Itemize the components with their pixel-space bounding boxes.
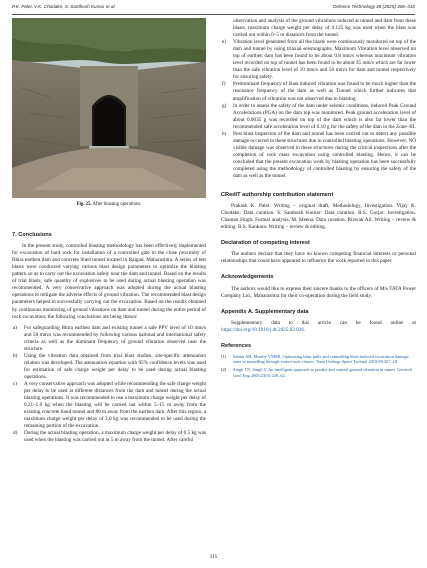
conclusion-item	[221, 131, 416, 180]
appendix-paragraph	[221, 320, 416, 334]
figure-label: Fig. 25.	[76, 202, 92, 207]
item-text: observation and analysis of the ground vibrations induced at tunnel and dam from these blasts, maximum charge weight per delay of 0.125 kg was used when the blast was carried out within 0–5 m distances from the tunnel.	[233, 18, 416, 39]
reference-number: [2]	[221, 366, 227, 372]
item-text: For safeguarding Bhira earthen dam and existing tunnel a safe PPV level of 10 mm/s and 50 mm/s was recommended by following various national and international safety criteria as well as the dominant frequency of ground vibration observed near the structure.	[24, 324, 206, 352]
conclusion-item	[221, 103, 416, 131]
figure-photo	[12, 18, 206, 198]
item-label: e)	[222, 39, 227, 46]
left-column	[12, 18, 206, 444]
section-heading-references: References	[221, 342, 252, 349]
item-text: Using the vibration data obtained from trial blast studies, site-specific attenuation relation was developed. The attenuation equation with 95% confidence levels was used for estimation of safe charge weight per delay to be used during actual blasting operations.	[24, 352, 206, 380]
credit-paragraph: Prakash K. Palei: Writing – original draft, Methodology, Investigation. Vijay K. Chodake: Data curation. S. Santhosh Kumar: Data curation. R.S. Gorjar: Investigation. Chaman Singh: Formal analysis. M. Meena: Data curation. Rizwan Ali: Writing – review & editing. R.S. Kankara: Writing – review & editing.	[221, 203, 416, 231]
competing-paragraph: The authors declare that they have no known competing financial interests or personal relationships that could have appeared to influence the work reported in this paper.	[221, 251, 416, 265]
conclusion-item	[12, 430, 206, 444]
running-header-authors: P.K. Palei, V.K. Chodake, S. Santhosh Kumar et al.	[12, 4, 116, 9]
item-text: During the actual blasting operation, a maximum charge weight per delay of 0.5 kg was used when the blasting was carried out at 5 m away from the tunnel. After careful	[24, 430, 206, 444]
right-column	[221, 18, 416, 380]
reference-number: [1]	[221, 353, 227, 359]
figure-caption-text: After blasting operations.	[92, 202, 142, 207]
running-header-journal: Defence Technology 48 (2025) 306–316	[333, 4, 415, 9]
item-label: b)	[13, 352, 18, 359]
conclusion-item	[12, 325, 206, 353]
section-heading-competing: Declaration of competing interest	[221, 240, 310, 247]
tunnel-photo-illustration	[12, 18, 206, 198]
reference-text-link[interactable]: Salum AH, Murthy VMSR. Optimising blast pulls and controlling blast-induced excavation damage zone in tunnelling through varied rock classes. Tunn Undergr Space Technol 2019;85:307–18.	[233, 353, 409, 365]
conclusions-list-left	[12, 325, 206, 445]
conclusion-item	[12, 381, 206, 430]
header-rule	[12, 14, 415, 15]
conclusion-item-continued	[221, 18, 416, 39]
item-label: h)	[222, 130, 227, 137]
reference-list	[221, 354, 416, 378]
appendix-text: Supplementary data to this article can be found online at	[231, 319, 416, 326]
item-text: A very conservative approach was adopted while recommending the safe charge weight per delay to be used at different distances from the dam and tunnel during the actual blasting operations. It was recommended to use a maximum charge weight per delay of 0.21–1.0 kg when the blasting will be carried out within 5–15 m away from the existing concrete lined tunnel and 80 m away from the earthen dam. After this region, a maximum charge weight per delay of 2.0 kg was recommended to be used during the remaining portion of the excavation.	[24, 380, 206, 430]
page-number: 315	[209, 555, 218, 560]
conclusion-item	[12, 353, 206, 381]
conclusion-item	[221, 39, 416, 81]
item-text: In order to assess the safety of the dam under seismic conditions, induced Peak Ground Accelerations (PGA) on the dam top was monitored. Peak ground acceleration level of about 0.0035 g was recorded on top of the dam which is also far lower than the recommended safe acceleration level of 0.10 g for the safety of the dam in the Zone–III.	[233, 102, 416, 130]
reference-text-link[interactable]: Singh TN, Singh V. An intelligent approach to predict and control ground vibration in mines. Geotech Geol Eng 2005;23(3):249–62.	[233, 366, 412, 378]
supplementary-doi-link[interactable]: https://doi.org/10.1016/j.dt.2025.02.026.	[221, 326, 306, 333]
item-text: Vibration level generated from all the blasts were continuously monitored on top of the dam and tunnel by using triaxial seismographs. Maximum Vibration level observed on top of earthen dam has been found to be about 0.8 mm/s whereas maximum vibration level recorded on top of tunnel has been found to be about 35 mm/s which are far lower than the safe vibration level of 10 mm/s and 50 mm/s for dam and tunnel respectively for ensuring safety.	[233, 39, 416, 81]
conclusion-item	[221, 81, 416, 102]
section-heading-ack: Acknowledgements	[221, 274, 274, 281]
reference-item	[221, 367, 416, 378]
item-text: Predominant frequency of blast induced vibration was found to be much higher than the resonance frequency of the dam as well as Tunnel which further indicates that amplification of vibration was not observed due to blasting.	[233, 81, 416, 102]
item-label: d)	[13, 430, 18, 437]
figure-caption	[12, 201, 206, 208]
item-text: Post blast inspection of the dam and tunnel has been carried out to detect any possible damage occurred in these structures due to controlled blasting operations. However, NO visible damage was observed in these structures during the critical inspections after the completion of rock mass excavation using controlled blasting. Hence, it can be concluded that the present excavation work by blasting operation has been successfully completed using the methodology of controlled blasting by ensuring the safety of the dam as well as the tunnel.	[233, 130, 416, 180]
item-label: f)	[222, 81, 226, 88]
item-label: c)	[13, 380, 18, 387]
ack-paragraph: The authors would like to express their sincere thanks to the officers of M/s TATA Power Company Ltd., Maharashtra for their co-operation during the field study.	[221, 285, 416, 299]
section-heading-appendix: Appendix A. Supplementary data	[221, 308, 309, 315]
section-heading-conclusions: 7. Conclusions	[12, 232, 52, 239]
reference-item	[221, 354, 416, 365]
item-label: g)	[222, 102, 227, 109]
conclusions-paragraph: In the present study, controlled blasting methodology has been effectively implemented for excavation of hard rock for installation of a controlled gate in the close proximity of Bhira earthen dam and concrete lined tunnel located in Raigad, Maharashtra. A series of test blasts were conducted varying various blast design parameters to optimize the blasting pattern so as to carry out the excavation safely near the dam and tunnel. Based on the results of trial blasts, safe quantity of explosives to be used during actual blasting operation was recommended. A very conservative approach was adopted during the actual blasting operations to mitigate the adverse effects of ground vibration. The recommended blast design parameters helped in successfully carrying out the excavation. Based on the results obtained by continuous monitoring of ground vibrations on dam and tunnel during the entire period of rock excavation; the following conclusions are being drawn:	[12, 243, 206, 320]
item-label: a)	[13, 324, 18, 331]
section-heading-credit: CRediT authorship contribution statement	[221, 192, 334, 199]
